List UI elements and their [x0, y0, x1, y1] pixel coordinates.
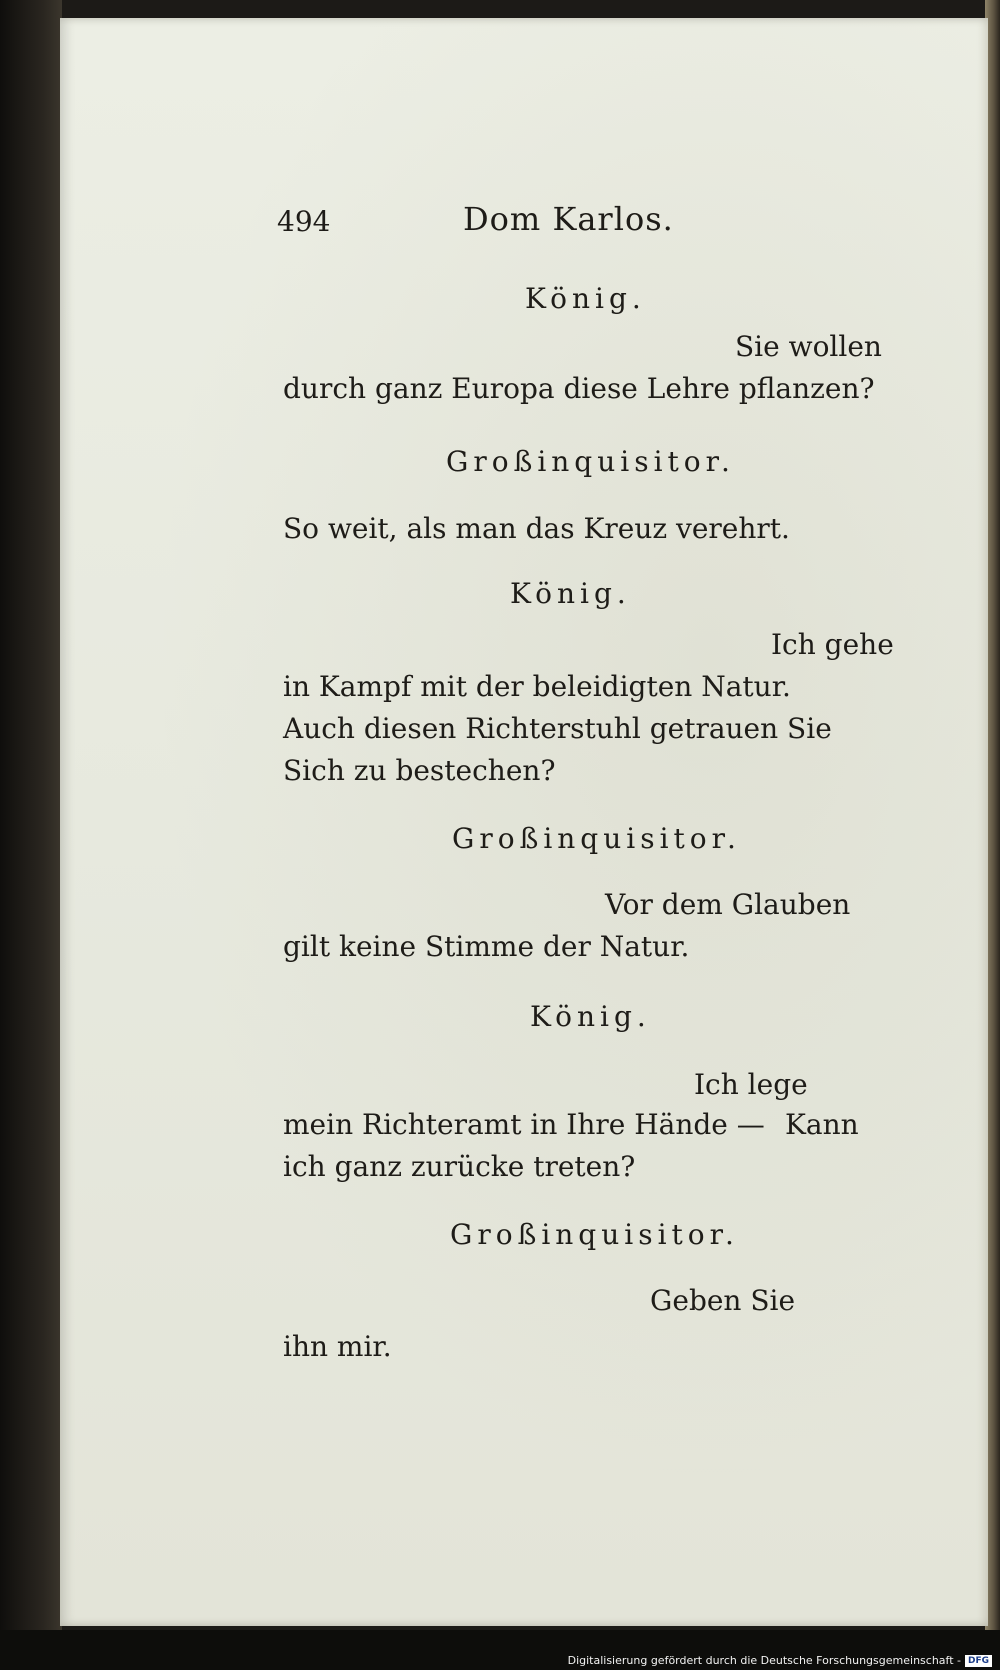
verse-line: Vor dem Glauben: [605, 888, 851, 921]
speaker-heading: König.: [510, 577, 631, 610]
running-title: Dom Karlos.: [463, 200, 674, 238]
verse-line: Ich gehe: [771, 628, 894, 661]
verse-line: in Kampf mit der beleidigten Natur.: [283, 670, 791, 703]
verse-line: durch ganz Europa diese Lehre pflanzen?: [283, 372, 875, 405]
verse-line: Sich zu bestechen?: [283, 754, 556, 787]
speaker-heading: Großinquisitor.: [446, 445, 735, 478]
verse-line: ihn mir.: [283, 1330, 392, 1363]
verse-line-end: Kann: [785, 1108, 859, 1141]
dfg-logo: DFG: [965, 1655, 992, 1667]
verse-line: Auch diesen Richterstuhl getrauen Sie: [283, 712, 832, 745]
verse-line: Sie wollen: [735, 330, 882, 363]
credit-text: Digitalisierung gefördert durch die Deutsche Forschungsgemeinschaft -: [567, 1654, 961, 1667]
verse-line: Ich lege: [694, 1068, 808, 1101]
verse-line: Geben Sie: [650, 1284, 796, 1317]
speaker-heading: Großinquisitor.: [452, 822, 741, 855]
speaker-heading: Großinquisitor.: [450, 1218, 739, 1251]
verse-line: ich ganz zurücke treten?: [283, 1150, 636, 1183]
page-number: 494: [277, 205, 331, 238]
speaker-heading: König.: [530, 1000, 651, 1033]
scan-shadow-left: [0, 0, 62, 1670]
verse-line: gilt keine Stimme der Natur.: [283, 930, 690, 963]
speaker-heading: König.: [525, 282, 646, 315]
verse-line: mein Richteramt in Ihre Hände —: [283, 1108, 765, 1141]
digitization-credit: [568, 1654, 992, 1667]
verse-line: So weit, als man das Kreuz verehrt.: [283, 512, 790, 545]
